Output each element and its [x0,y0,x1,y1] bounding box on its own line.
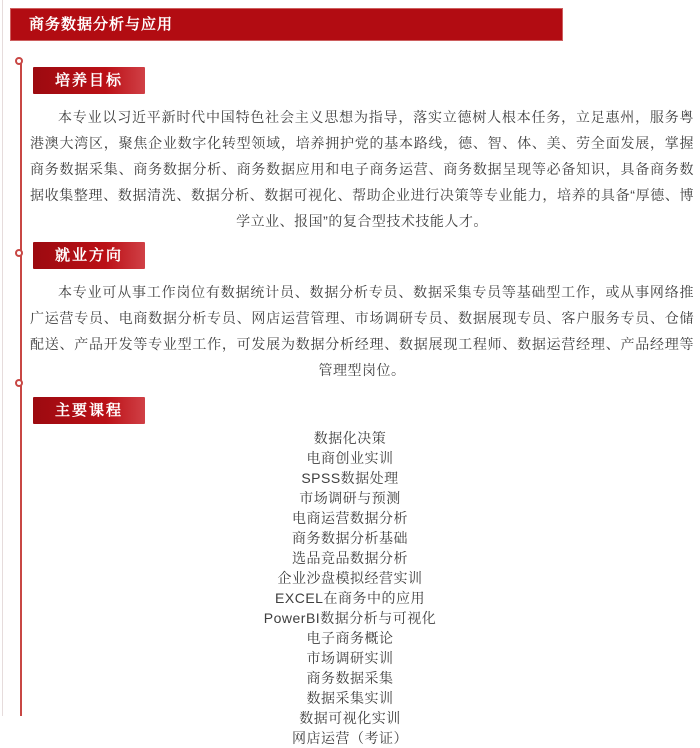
course-item: 电子商务概论 [306,630,394,646]
section-employment-direction [0,234,700,383]
employment-direction-text: 本专业可从事工作岗位有数据统计员、数据分析专员、数据采集专员等基础型工作，或从事网络推广运营专员、电商数据分析专员、网店运营管理、市场调研专员、数据展现专员、客户服务专员、仓储配送、产品开发等专业型工作，可发展为数据分析经理、数据展现工程师、数据运营经理、产品经理等管理型岗位。 [30,284,694,378]
course-item: 数据可视化实训 [299,710,401,726]
timeline-node-icon [15,249,23,257]
course-item: 选品竞品数据分析 [292,550,408,566]
training-objectives-text: 本专业以习近平新时代中国特色社会主义思想为指导，落实立德树人根本任务，立足惠州，服务粤港澳大湾区，聚焦企业数字化转型领域，培养拥护党的基本路线，德、智、体、美、劳全面发展，掌握商务数据采集、商务数据分析、商务数据应用和电子商务运营、商务数据呈现等必备知识，具备商务数据收集整理、数据清洗、数据分析、数据可视化、帮助企业进行决策等专业能力，培养的具备“厚德、博学立业、报国”的复合型技术技能人才。 [30,109,694,229]
timeline-node-icon [15,57,23,65]
course-item: 电商运营数据分析 [292,510,408,526]
course-item: PowerBI数据分析与可视化 [263,610,437,626]
course-item: 数据采集实训 [306,690,394,706]
page-title-bar: 商务数据分析与应用 [10,8,563,41]
course-item: 数据化决策 [313,430,387,446]
section-training-objectives [0,67,700,234]
course-list [0,428,700,748]
course-item: 网店运营（考证） [292,730,408,746]
section-badge-employment-direction: 就业方向 [33,242,145,269]
course-item: 企业沙盘模拟经营实训 [277,570,423,586]
section-main-courses [0,383,700,748]
course-item: 市场调研实训 [306,650,394,666]
course-item: 市场调研与预测 [299,490,401,506]
course-item: 商务数据分析基础 [292,530,408,546]
timeline-node-icon [15,379,23,387]
course-item: SPSS数据处理 [301,470,399,486]
course-item: 电商创业实训 [306,450,394,466]
section-badge-main-courses: 主要课程 [33,397,145,424]
course-item: 商务数据采集 [306,670,394,686]
course-item: EXCEL在商务中的应用 [275,590,425,606]
section-badge-training-objectives: 培养目标 [33,67,145,94]
